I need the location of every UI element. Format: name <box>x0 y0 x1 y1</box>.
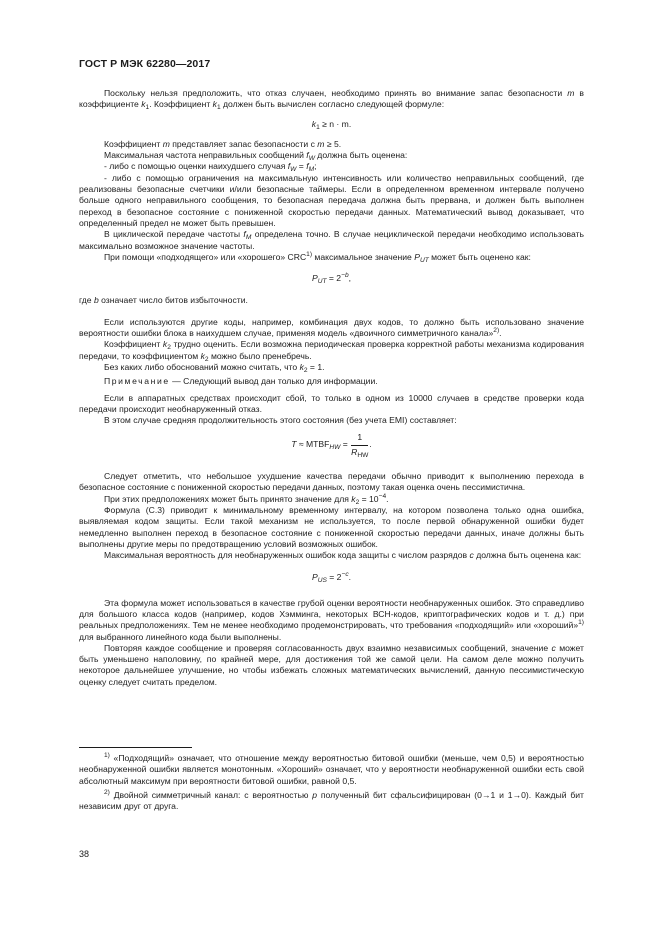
paragraph: Формула (С.3) приводит к минимальному временному интервалу, на котором позволена только одна ошибка, выявляемая кодом защиты. Если такой механизм не используется, то после первой обнаруженной ошибки будет немедленно выполнен переход в безопасное состояние с пониженной скоростью передачи данных, иначе должны быть выполнены другие меры по предотвращению условий возможных ошибок. <box>79 504 584 549</box>
formula-t: $T \approx MTBF_{HW}$ = $\frac{1}{R_{HW}}$ . <box>291 432 372 459</box>
note: Примечание — Следующий вывод дан только для информации. <box>104 376 378 387</box>
paragraph: Эта формула может использоваться в качестве грубой оценки вероятности необнаруженных ошибок. Это справедливо для большого класса кодов (например, кодов Хэмминга, некоторых ВСН-кодов, криптографических кодов и т. д.) при реальных предположениях. Тем не менее необходимо продемонстрировать, что требования «подходящий» или «хороший»$^{1)}$ для выбранного линейного кода были выполнены. <box>79 597 584 642</box>
fraction: $\frac{1}{R_{HW}}$ <box>351 432 369 459</box>
paragraph: Поскольку нельзя предположить, что отказ случаен, необходимо принять во внимание запас безопасности m в коэффициенте $k_1$. Коэффициент $k_1$ должен быть вычислен согласно следующей формуле: <box>79 88 584 112</box>
list-item: - либо с помощью оценки наихудшего случая $f_W = f_M$; <box>104 161 317 174</box>
paragraph: Максимальная частота неправильных сообщений $f_W$ должна быть оценена: <box>104 150 408 163</box>
page-header: ГОСТ Р МЭК 62280—2017 <box>79 58 211 70</box>
paragraph: Если используются другие коды, например, комбинация двух кодов, то должно быть использовано значение вероятности ошибки блока в наихудшем случае, применяя модель «двоичного симметричного канала»$^{2)}$. <box>79 316 584 339</box>
formula-pus: $P_{US} = 2^{-c}$. <box>311 571 352 585</box>
paragraph: Максимальная вероятность для необнаруженных ошибок кода защиты с числом разрядов c должна быть оценена как: <box>104 550 582 561</box>
paragraph: Если в аппаратных средствах происходит сбой, то только в одном из 10000 случаев в средстве проверки кода передачи происходит необнаруженный отказ. <box>79 392 584 414</box>
paragraph: В циклической передаче частоты $f_M$ определена точно. В случае нециклической передачи необходимо использовать максимально возможное значение частоты. <box>79 229 584 251</box>
formula-put: $P_{UT} = 2^{-b}$, <box>311 272 352 286</box>
footnote-divider <box>79 747 192 748</box>
paragraph: Коэффициент m представляет запас безопасности с m ≥ 5. <box>104 138 342 149</box>
page-number: 38 <box>79 849 90 859</box>
footnote: $^{2)}$ Двойной симметричный канал: с вероятностью p полученный бит сфальсифицирован (0→1 и 1→0). Каждый бит независим друг от друга. <box>79 788 584 812</box>
paragraph: При помощи «подходящего» или «хорошего» CRC$^{1)}$ максимальное значение $P_{UT}$ может быть оценено как: <box>104 250 531 264</box>
paragraph: При этих предположениях может быть принято значение для $k_2 = 10^{-4}$. <box>104 492 389 506</box>
paragraph: Следует отметить, что небольшое ухудшение качества передачи обычно приводит к выполнению перехода в безопасное состояние с пониженной скоростью передачи данных, поэтому такая оценка очень пессимистична. <box>79 471 584 493</box>
paragraph: Повторяя каждое сообщение и проверяя согласованность двух взаимно независимых сообщений, значение c может быть уменьшено наполовину, по крайней мере, для достижения той же самой цели. На самом деле можно получить некоторое дальнейшее улучшение, но чтобы избежать сложных математических вычислений, данную пессимистическую оценку следует считать пределом. <box>79 642 584 687</box>
formula-k1: $k_1 \ge n \cdot m$. <box>311 118 352 131</box>
list-item: - либо с помощью ограничения на максимальную интенсивность или количество неправильных сообщений, где реализованы безопасные счетчики и/или безопасные таймеры. Если в определенном временном интервале получено больше одного неправильного сообщения, то безопасная передача должна быть прервана, и должен быть выполнен переход в безопасное состояние с пониженной скоростью передачи данных. Математический вывод доказывает, что определенный предел не может быть превышен. <box>79 172 584 228</box>
paragraph: В этом случае средняя продолжительность этого состояния (без учета EMI) составляет: <box>104 415 457 426</box>
footnote: $^{1)}$ «Подходящий» означает, что отношение между вероятностью битовой ошибки (меньше, чем 0,5) и вероятностью необнаруженной ошибки является монотонным. «Хороший» означает, что у вероятности необнаруженной ошибки есть свой абсолютный максимум при вероятности битовой ошибки, равной 0,5. <box>79 752 584 786</box>
paragraph: где b означает число битов избыточности. <box>79 295 248 306</box>
paragraph: Коэффициент $k_2$ трудно оценить. Если возможна периодическая проверка корректной работы механизма кодирования передачи, то коэффициентом $k_2$ можно было пренебречь. <box>79 339 584 363</box>
page-body <box>79 88 584 688</box>
footnotes <box>79 753 584 812</box>
paragraph: Без каких либо обоснований можно считать, что $k_2 = 1$. <box>104 361 325 374</box>
